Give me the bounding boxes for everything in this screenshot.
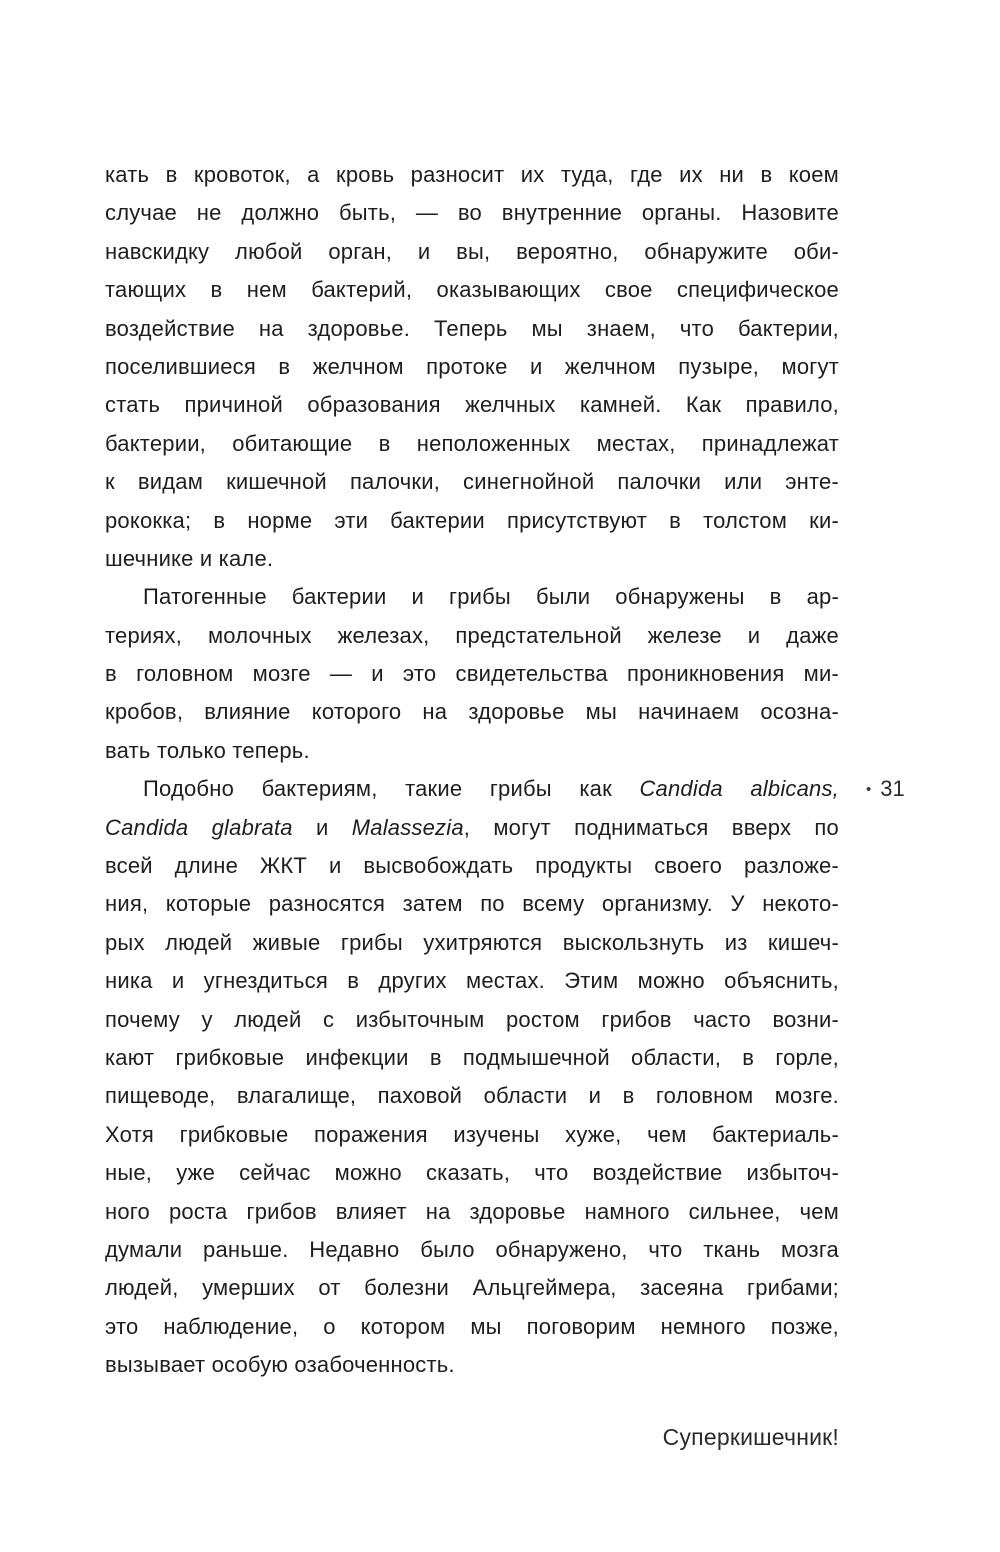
text-line (105, 578, 839, 616)
text-line (105, 655, 839, 693)
text-line (105, 809, 839, 847)
text-line (105, 271, 839, 309)
text-line (105, 1116, 839, 1154)
text-segment: Хотя грибковые поражения изучены хуже, чем бактериаль- (105, 1121, 839, 1147)
text-line (105, 310, 839, 348)
text-segment: стать причиной образования желчных камней. Как правило, (105, 392, 839, 418)
text-segment: и (292, 814, 352, 840)
text-segment: бактерии, обитающие в неположенных местах, принадлежат (105, 430, 839, 456)
text-segment: Патогенные бактерии и грибы были обнаружены в ар- (143, 584, 839, 610)
text-segment: тающих в нем бактерий, оказывающих свое специфическое (105, 277, 839, 303)
paragraph (105, 578, 839, 770)
text-segment: рококка; в норме эти бактерии присутствуют в толстом ки- (105, 507, 839, 533)
text-segment: , могут подниматься вверх по (463, 814, 839, 840)
text-line (105, 1346, 839, 1384)
text-segment: кают грибковые инфекции в подмышечной области, в горле, (105, 1044, 839, 1070)
italic-species-name: Malassezia (351, 814, 464, 840)
text-line (105, 1269, 839, 1307)
paragraph (105, 156, 839, 578)
page-number: 31 (880, 776, 905, 802)
text-segment: воздействие на здоровье. Теперь мы знаем, что бактерии, (105, 315, 839, 341)
text-segment: думали раньше. Недавно было обнаружено, что ткань мозга (105, 1236, 839, 1262)
text-segment: шечнике и кале. (105, 545, 274, 571)
text-line (105, 463, 839, 501)
text-segment: поселившиеся в желчном протоке и желчном пузыре, могут (105, 353, 839, 379)
text-line (105, 386, 839, 424)
text-line (105, 540, 839, 578)
text-line (105, 1077, 839, 1115)
text-line (105, 1193, 839, 1231)
text-segment: это наблюдение, о котором мы поговорим немного позже, (105, 1313, 839, 1339)
text-segment: случае не должно быть, — во внутренние органы. Назовите (105, 200, 839, 226)
text-line (105, 617, 839, 655)
running-footer: Суперкишечник! (662, 1424, 839, 1450)
text-segment: людей, умерших от болезни Альцгеймера, засеяна грибами; (105, 1275, 839, 1301)
text-line (105, 962, 839, 1000)
text-line (105, 348, 839, 386)
text-segment: кробов, влияние которого на здоровье мы начинаем осозна- (105, 699, 839, 725)
text-line (105, 233, 839, 271)
text-line (105, 194, 839, 232)
text-line (105, 1231, 839, 1269)
bullet-icon: • (866, 780, 872, 798)
text-line (105, 770, 839, 808)
text-line (105, 1308, 839, 1346)
text-segment: всей длине ЖКТ и высвобождать продукты своего разложе- (105, 853, 839, 879)
text-segment: навскидку любой орган, и вы, вероятно, обнаружите оби- (105, 238, 839, 264)
text-segment: в головном мозге — и это свидетельства проникновения ми- (105, 661, 839, 687)
text-line (105, 885, 839, 923)
text-line (105, 732, 839, 770)
page-number-marker (866, 770, 905, 808)
text-segment: ния, которые разносятся затем по всему организму. У некото- (105, 891, 839, 917)
text-block (105, 156, 839, 1385)
text-segment: пищеводе, влагалище, паховой области и в головном мозге. (105, 1083, 839, 1109)
text-segment: ного роста грибов влияет на здоровье намного сильнее, чем (105, 1198, 839, 1224)
text-line (105, 425, 839, 463)
text-line (105, 156, 839, 194)
text-line (105, 1001, 839, 1039)
text-line (105, 924, 839, 962)
text-segment: ника и угнездиться в других местах. Этим можно объяснить, (105, 968, 839, 994)
text-line (105, 502, 839, 540)
text-line (105, 693, 839, 731)
text-segment: ные, уже сейчас можно сказать, что воздействие избыточ- (105, 1160, 839, 1186)
text-line (105, 1154, 839, 1192)
text-segment: к видам кишечной палочки, синегнойной палочки или энте- (105, 469, 839, 495)
text-line (105, 847, 839, 885)
text-segment: кать в кровоток, а кровь разносит их туда, где их ни в коем (105, 162, 839, 187)
italic-species-name: Candida albicans, (639, 776, 839, 802)
text-line (105, 1039, 839, 1077)
text-segment: вать только теперь. (105, 737, 310, 763)
text-segment: териях, молочных железах, предстательной железе и даже (105, 622, 839, 648)
italic-species-name: Candida glabrata (105, 814, 293, 840)
text-segment: рых людей живые грибы ухитряются выскользнуть из кишеч- (105, 929, 839, 955)
text-segment: почему у людей с избыточным ростом грибов часто возни- (105, 1006, 839, 1032)
text-segment: Подобно бактериям, такие грибы как (143, 776, 640, 802)
text-segment: вызывает особую озабоченность. (105, 1352, 455, 1378)
paragraph (105, 770, 839, 1384)
